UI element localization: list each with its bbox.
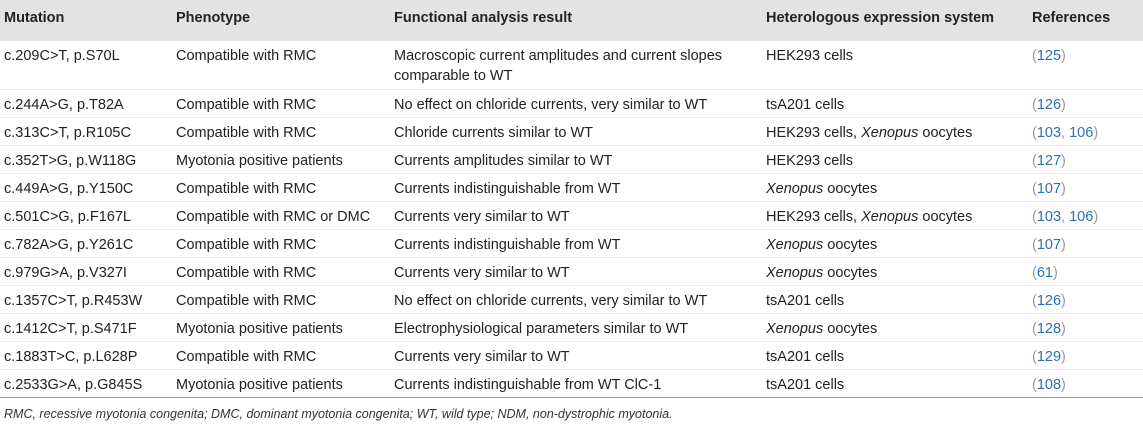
table-row <box>0 174 1143 202</box>
system-text: tsA201 cells <box>766 97 845 113</box>
cell-mutation: c.352T>G, p.W118G <box>4 153 137 169</box>
cell-mutation: c.1357C>T, p.R453W <box>4 293 143 309</box>
system-text: tsA201 cells <box>766 349 845 365</box>
system-species-italic: Xenopus <box>766 181 824 197</box>
cell-mutation: c.501C>G, p.F167L <box>4 209 131 225</box>
cell-functional-result: Macroscopic current amplitudes and current slopes comparable to WT <box>394 48 723 84</box>
cell-mutation: c.782A>G, p.Y261C <box>4 237 134 253</box>
system-species-italic: Xenopus <box>766 265 824 281</box>
cell-references: (108) <box>1032 377 1066 393</box>
cell-mutation: c.979G>A, p.V327I <box>4 265 127 281</box>
reference-link[interactable]: 103 <box>1036 209 1062 225</box>
system-text: tsA201 cells <box>766 293 845 309</box>
system-text: HEK293 cells, <box>766 125 862 141</box>
cell-references: (107) <box>1032 237 1066 253</box>
table-row <box>0 230 1143 258</box>
cell-phenotype: Myotonia positive patients <box>176 377 343 393</box>
cell-mutation: c.244A>G, p.T82A <box>4 97 124 113</box>
reference-link[interactable]: 126 <box>1036 97 1062 113</box>
cell-references: (61) <box>1032 265 1058 281</box>
cell-mutation: c.1883T>C, p.L628P <box>4 349 138 365</box>
cell-functional-result: No effect on chloride currents, very similar to WT <box>394 293 708 309</box>
cell-phenotype: Compatible with RMC <box>176 293 317 309</box>
table-row <box>0 370 1143 398</box>
reference-link[interactable]: 128 <box>1036 321 1062 337</box>
header-row <box>0 0 1143 41</box>
table-row <box>0 314 1143 342</box>
table-row <box>0 90 1143 118</box>
cell-functional-result: Currents amplitudes similar to WT <box>394 153 613 169</box>
cell-references: (129) <box>1032 349 1066 365</box>
cell-phenotype: Compatible with RMC <box>176 48 317 64</box>
cell-expression-system <box>762 370 1028 398</box>
system-text: oocytes <box>918 125 973 141</box>
cell-expression-system <box>762 202 1028 230</box>
cell-phenotype: Compatible with RMC <box>176 265 317 281</box>
reference-link[interactable]: 107 <box>1036 237 1062 253</box>
system-text: HEK293 cells <box>766 153 854 169</box>
cell-expression-system <box>762 146 1028 174</box>
cell-references: (126) <box>1032 97 1066 113</box>
table-row <box>0 41 1143 90</box>
header-expression-system: Heterologous expression system <box>766 9 995 26</box>
reference-link[interactable]: 125 <box>1036 48 1062 64</box>
cell-expression-system <box>762 314 1028 342</box>
table-row <box>0 342 1143 370</box>
cell-references: (127) <box>1032 153 1066 169</box>
header-references: References <box>1032 9 1111 26</box>
table-row <box>0 258 1143 286</box>
header-functional-result: Functional analysis result <box>394 9 573 26</box>
system-text: tsA201 cells <box>766 377 845 393</box>
cell-functional-result: Currents indistinguishable from WT ClC-1 <box>394 377 662 393</box>
reference-link[interactable]: 129 <box>1036 349 1062 365</box>
reference-link[interactable]: 106 <box>1069 209 1094 225</box>
cell-mutation: c.313C>T, p.R105C <box>4 125 131 141</box>
cell-phenotype: Myotonia positive patients <box>176 321 343 337</box>
reference-link[interactable]: 106 <box>1069 125 1094 141</box>
table-row <box>0 202 1143 230</box>
cell-expression-system <box>762 90 1028 118</box>
system-text: oocytes <box>823 265 878 281</box>
cell-references: (107) <box>1032 181 1066 197</box>
cell-references: (103, 106) <box>1032 125 1099 141</box>
table-footnote: RMC, recessive myotonia congenita; DMC, dominant myotonia congenita; WT, wild type; NDM, non-dystrophic myotonia. <box>4 407 673 421</box>
system-text: HEK293 cells, <box>766 209 862 225</box>
system-species-italic: Xenopus <box>861 209 919 225</box>
table-body <box>0 41 1143 398</box>
cell-mutation: c.2533G>A, p.G845S <box>4 377 143 393</box>
reference-link[interactable]: 107 <box>1036 181 1062 197</box>
cell-phenotype: Myotonia positive patients <box>176 153 343 169</box>
system-species-italic: Xenopus <box>766 321 824 337</box>
system-text: oocytes <box>823 237 878 253</box>
reference-link[interactable]: 103 <box>1036 125 1062 141</box>
cell-phenotype: Compatible with RMC <box>176 349 317 365</box>
reference-link[interactable]: 61 <box>1036 265 1053 281</box>
reference-link[interactable]: 108 <box>1036 377 1062 393</box>
cell-functional-result: Chloride currents similar to WT <box>394 125 594 141</box>
cell-functional-result: Electrophysiological parameters similar to WT <box>394 321 689 337</box>
cell-references: (126) <box>1032 293 1066 309</box>
cell-mutation: c.449A>G, p.Y150C <box>4 181 134 197</box>
system-text: HEK293 cells <box>766 48 854 64</box>
cell-expression-system <box>762 41 1028 90</box>
system-text: oocytes <box>823 181 878 197</box>
system-text: oocytes <box>823 321 878 337</box>
cell-functional-result: Currents indistinguishable from WT <box>394 237 621 253</box>
cell-expression-system <box>762 230 1028 258</box>
cell-references: (103, 106) <box>1032 209 1099 225</box>
cell-expression-system <box>762 286 1028 314</box>
cell-functional-result: Currents indistinguishable from WT <box>394 181 621 197</box>
table-row <box>0 118 1143 146</box>
system-species-italic: Xenopus <box>766 237 824 253</box>
cell-mutation: c.1412C>T, p.S471F <box>4 321 137 337</box>
table-row <box>0 286 1143 314</box>
cell-references: (128) <box>1032 321 1066 337</box>
cell-functional-result: Currents very similar to WT <box>394 349 570 365</box>
cell-references: (125) <box>1032 48 1066 64</box>
system-text: oocytes <box>918 209 973 225</box>
system-species-italic: Xenopus <box>861 125 919 141</box>
cell-phenotype: Compatible with RMC <box>176 237 317 253</box>
cell-expression-system <box>762 118 1028 146</box>
cell-expression-system <box>762 258 1028 286</box>
cell-expression-system <box>762 342 1028 370</box>
reference-link[interactable]: 126 <box>1036 293 1062 309</box>
header-phenotype: Phenotype <box>176 9 251 26</box>
cell-phenotype: Compatible with RMC <box>176 125 317 141</box>
cell-phenotype: Compatible with RMC or DMC <box>176 209 371 225</box>
cell-phenotype: Compatible with RMC <box>176 97 317 113</box>
table-row <box>0 146 1143 174</box>
cell-expression-system <box>762 174 1028 202</box>
reference-link[interactable]: 127 <box>1036 153 1062 169</box>
cell-functional-result: No effect on chloride currents, very similar to WT <box>394 97 708 113</box>
header-mutation: Mutation <box>4 9 65 26</box>
cell-functional-result: Currents very similar to WT <box>394 209 570 225</box>
cell-phenotype: Compatible with RMC <box>176 181 317 197</box>
cell-functional-result: Currents very similar to WT <box>394 265 570 281</box>
cell-mutation: c.209C>T, p.S70L <box>4 48 120 64</box>
